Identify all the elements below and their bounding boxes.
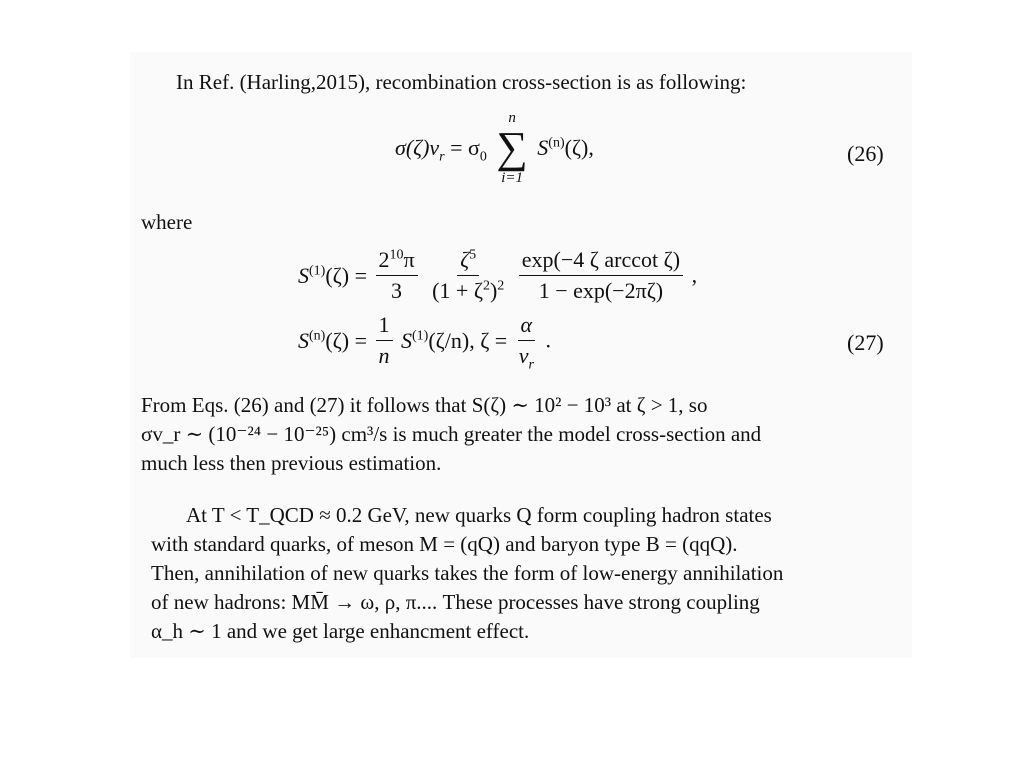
equation-26: $\sigma(\zeta)v_r = \sigma_0$ n ∑ i=1 $S^{(n)}(\zeta)$, xyxy=(395,110,594,186)
paragraph2-line5: α_h ∼ 1 and we get large enhancment effect. xyxy=(151,619,530,643)
paragraph2-line4: of new hadrons: MM̄ → ω, ρ, π.... These processes have strong coupling xyxy=(151,590,760,614)
equation-number-26: (26) xyxy=(847,141,884,166)
paragraph2-line2: with standard quarks, of meson M = (qQ) and baryon type B = (qqQ). xyxy=(151,532,738,556)
paragraph2-line3: Then, annihilation of new quarks takes the form of low-energy annihilation xyxy=(151,561,784,585)
paragraph1-line1: From Eqs. (26) and (27) it follows that S(ζ) ∼ 10² − 10³ at ζ > 1, so xyxy=(141,393,708,417)
where-text: where xyxy=(141,210,193,234)
paragraph1-line2: σv_r ∼ (10⁻²⁴ − 10⁻²⁵) cm³/s is much greater the model cross-section and xyxy=(141,422,762,446)
paragraph1-line3: much less then previous estimation. xyxy=(141,451,442,475)
equation-27-line2: $S^{(n)}(\zeta)$ = $\frac{1}{n}$ $S^{(1)}(\zeta/n)$, ζ = $\frac{\alpha}{v_r}$ . xyxy=(298,312,551,373)
paragraph2-line1: At T < T_QCD ≈ 0.2 GeV, new quarks Q form coupling hadron states xyxy=(186,503,772,527)
equation-27-line1: $S^{(1)}(\zeta)$ = $\frac{2^{10}\pi}{3}$ $\frac{\zeta^5}{(1 + \zeta^2)^2}$ $\frac{\text{exp(−4 ζ arccot ζ)}}{1 - \exp(-2\pi\zeta)}$ , xyxy=(298,247,698,303)
equation-number-27: (27) xyxy=(847,330,884,355)
intro-text: In Ref. (Harling,2015), recombination cross-section is as following: xyxy=(176,70,747,94)
